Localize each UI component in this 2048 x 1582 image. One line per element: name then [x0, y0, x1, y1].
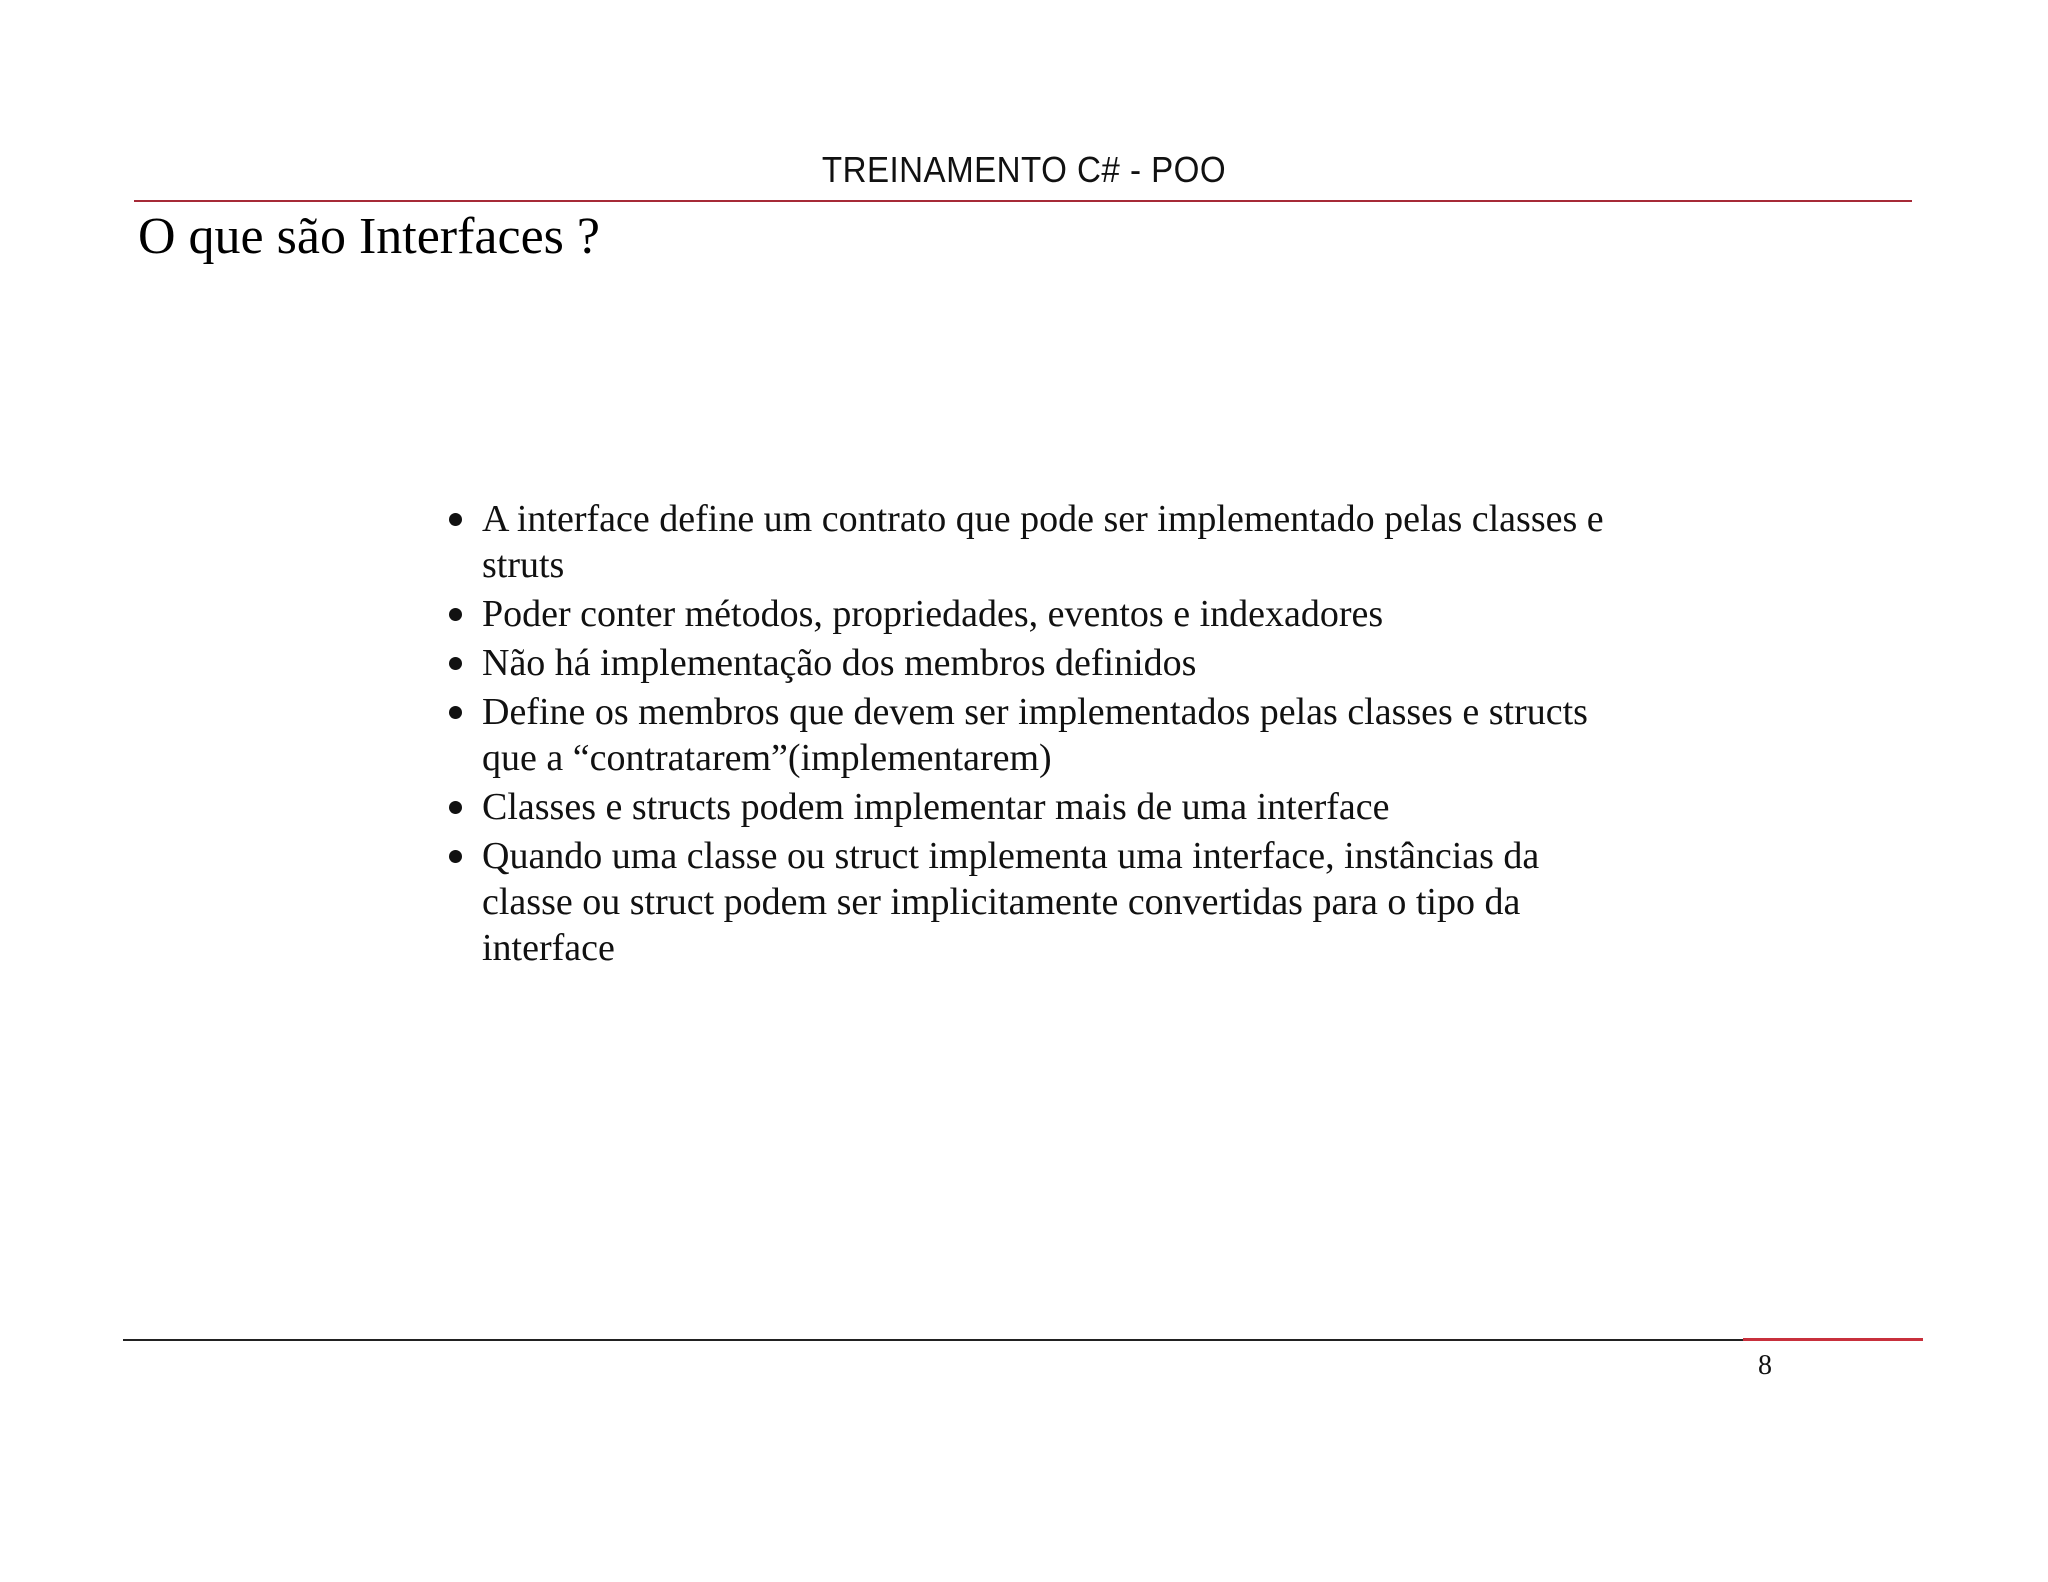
header-title: TREINAMENTO C# - POO: [821, 149, 1227, 190]
bullet-item: [446, 784, 1606, 830]
bullet-icon: [449, 801, 462, 814]
bullet-item: [446, 833, 1606, 971]
bullet-icon: [449, 608, 462, 621]
bullet-text: Quando uma classe ou struct implementa uma interface, instâncias da classe ou struct podem ser implicitamente convertidas para o tipo da interface: [482, 835, 1540, 969]
bullet-icon: [449, 513, 462, 526]
header-divider: [134, 200, 1912, 202]
bullet-item: [446, 496, 1606, 588]
bullet-text: A interface define um contrato que pode ser implementado pelas classes e struts: [482, 498, 1604, 586]
bullet-item: [446, 640, 1606, 686]
bullet-text: Define os membros que devem ser implementados pelas classes e structs que a “contratarem”(implementarem): [482, 691, 1588, 779]
footer-accent-line: [1743, 1338, 1923, 1341]
footer-divider: [123, 1339, 1743, 1341]
bullet-text: Poder conter métodos, propriedades, eventos e indexadores: [482, 593, 1384, 635]
bullet-text: Não há implementação dos membros definidos: [482, 642, 1197, 684]
bullet-icon: [449, 706, 462, 719]
bullet-list: [446, 496, 1606, 974]
page-number: 8: [1758, 1350, 1772, 1381]
bullet-item: [446, 591, 1606, 637]
bullet-item: [446, 689, 1606, 781]
bullet-icon: [449, 850, 462, 863]
bullet-text: Classes e structs podem implementar mais de uma interface: [482, 786, 1390, 828]
bullet-icon: [449, 657, 462, 670]
slide-title: O que são Interfaces ?: [138, 208, 600, 265]
